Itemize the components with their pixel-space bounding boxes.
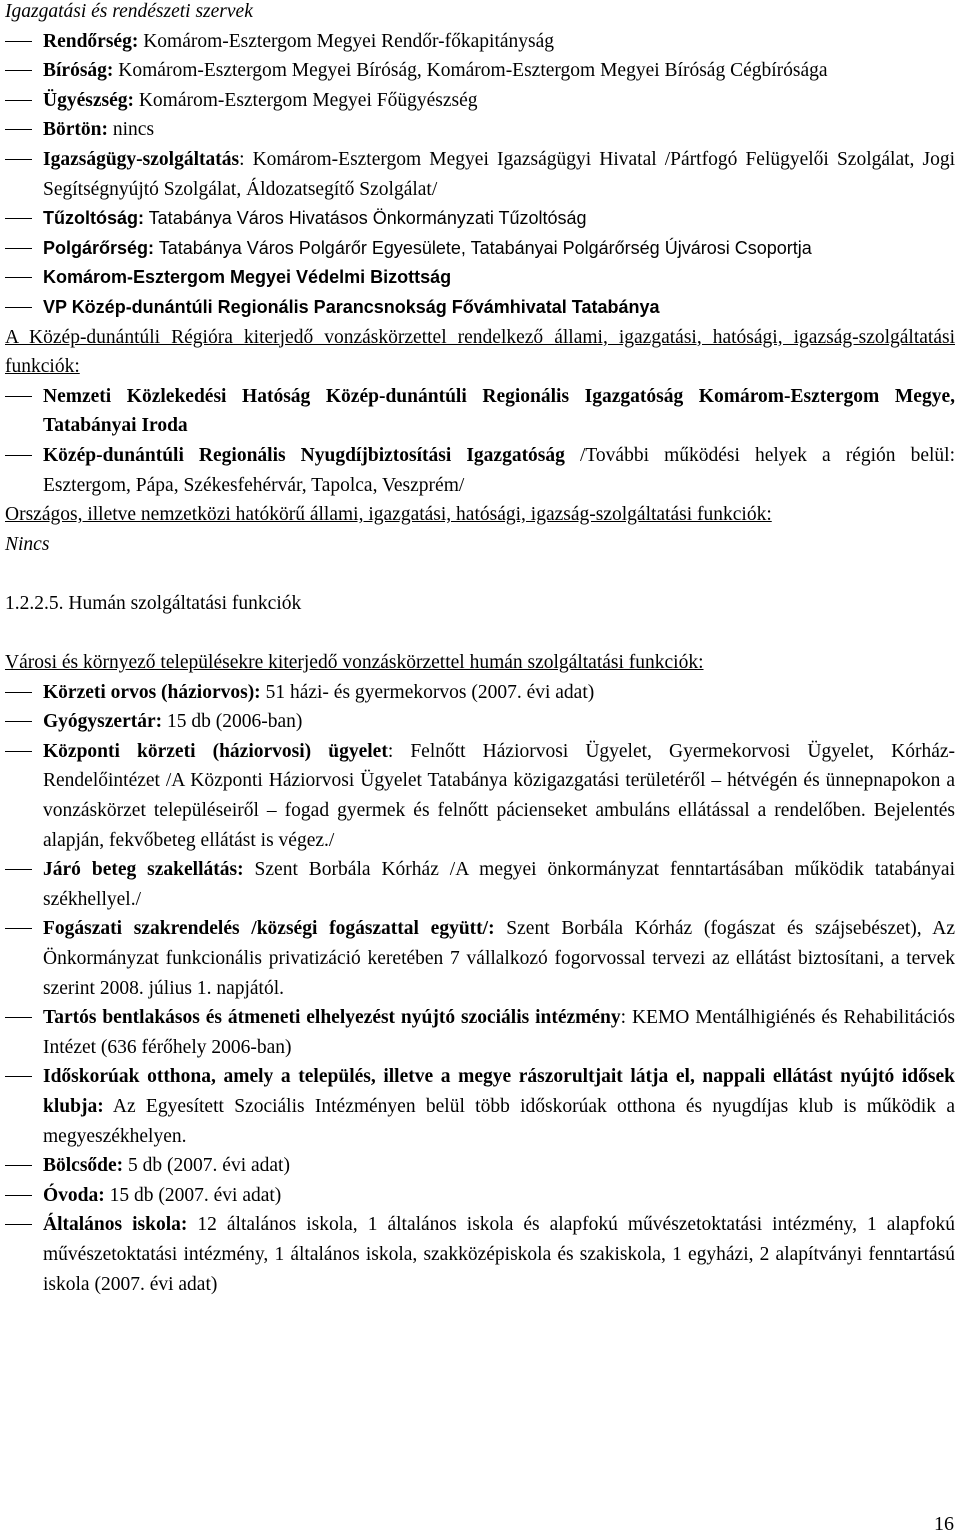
list-item xyxy=(5,293,955,323)
dash-bullet-icon xyxy=(5,1210,35,1240)
list-item xyxy=(5,914,955,1003)
list-item xyxy=(5,204,955,234)
item-label: Időskorúak otthona, amely a település, illetve a megye rászorultjait látja el, nappali ellátást nyújtó idősek klubja: xyxy=(43,1066,955,1117)
dash-bullet-icon xyxy=(5,914,35,944)
item-text: nincs xyxy=(108,119,155,141)
list-item xyxy=(5,1151,955,1181)
item-text: Tatabánya Város Hivatásos Önkormányzati Tűzoltóság xyxy=(144,208,587,229)
item-label: Tűzoltóság: xyxy=(43,208,144,229)
dash-bullet-icon xyxy=(5,115,35,145)
item-text: Szent Borbála Kórház /A megyei önkormányzat fenntartásában működik tatabányai székhellyel./ xyxy=(43,859,955,910)
item-label: Komárom-Esztergom Megyei Védelmi Bizottság xyxy=(43,267,452,288)
human-intro: Városi és környező településekre kiterjedő vonzáskörzettel humán szolgáltatási funkciók: xyxy=(5,652,704,674)
item-label: Börtön: xyxy=(43,119,108,141)
list-item xyxy=(5,441,955,500)
list-item xyxy=(5,737,955,855)
list-item xyxy=(5,678,955,708)
item-text: Az Egyesített Szociális Intézményen belül több időskorúak otthona és nyugdíjas klub is működik a megyeszékhelyen. xyxy=(43,1095,955,1147)
dash-bullet-icon xyxy=(5,707,35,737)
item-label: Járó beteg szakellátás: xyxy=(43,859,244,881)
item-label: Fogászati szakrendelés /községi fogászattal együtt/: xyxy=(43,918,495,940)
dash-bullet-icon xyxy=(5,855,35,885)
admin-list xyxy=(5,27,955,323)
item-text: Komárom-Esztergom Megyei Főügyészség xyxy=(133,89,478,111)
item-label: Ügyészség: xyxy=(43,89,134,111)
item-label: Bíróság: xyxy=(43,60,114,82)
list-item xyxy=(5,234,955,264)
dash-bullet-icon xyxy=(5,263,35,293)
item-label: Közép-dunántúli Regionális Nyugdíjbiztosítási Igazgatóság xyxy=(43,444,565,466)
list-item xyxy=(5,1062,955,1151)
list-item xyxy=(5,115,955,145)
list-item xyxy=(5,1210,955,1299)
list-item xyxy=(5,1003,955,1062)
item-text: : Felnőtt Háziorvosi Ügyelet, Gyermekorvosi Ügyelet, Kórház-Rendelőintézet /A Központi Háziorvosi Ügyelet Tatabánya közigazgatási területéről – hétvégén és ünnepnapokon a vonzáskörzet településeiről – fogad gyermek és felnőtt pácienseket ambuláns ellátással a rendelőben. Bejelentés alapján, fekvőbeteg ellátást is végez./ xyxy=(43,740,955,851)
dash-bullet-icon xyxy=(5,382,35,412)
dash-bullet-icon xyxy=(5,86,35,116)
item-label: Központi körzeti (háziorvosi) ügyelet xyxy=(43,740,388,762)
dash-bullet-icon xyxy=(5,293,35,323)
dash-bullet-icon xyxy=(5,1062,35,1092)
item-label: Tartós bentlakásos és átmeneti elhelyezést nyújtó szociális intézmény xyxy=(43,1007,621,1029)
item-label: Bölcsőde: xyxy=(43,1155,124,1177)
item-text: : KEMO Mentálhigiénés és Rehabilitációs Intézet (636 férőhely 2006-ban) xyxy=(43,1007,955,1058)
list-item xyxy=(5,27,955,57)
list-item xyxy=(5,56,955,86)
item-text: 15 db (2006-ban) xyxy=(162,711,303,733)
item-label: Általános iskola: xyxy=(43,1214,188,1236)
regional-list xyxy=(5,382,955,500)
item-text: : Komárom-Esztergom Megyei Igazságügyi Hivatal /Pártfogó Felügyelői Szolgálat, Jogi Segítségnyújtó Szolgálat, Áldozatsegítő Szolgálat/ xyxy=(43,148,955,200)
item-text: 5 db (2007. évi adat) xyxy=(123,1155,290,1177)
list-item xyxy=(5,86,955,116)
item-text: Szent Borbála Kórház (fogászat és szájsebészet), Az Önkormányzat funkcionális privatizáció keretében 7 vállalkozó fogorvossal tervezi az ellátást biztosítani, a tervek szerint 2008. július 1. napjától. xyxy=(43,918,955,999)
item-text: 12 általános iskola, 1 általános iskola és alapfokú művészetoktatási intézmény, 1 alapfokú művészetoktatási intézmény, 1 általános iskola, szakközépiskola és szakiskola, 1 egyházi, 2 alapítványi fenntartású iskola (2007. évi adat) xyxy=(43,1214,955,1295)
page-number: 16 xyxy=(934,1513,954,1535)
dash-bullet-icon xyxy=(5,1181,35,1211)
list-item xyxy=(5,382,955,441)
item-text: 51 házi- és gyermekorvos (2007. évi adat) xyxy=(260,681,595,703)
item-label: Gyógyszertár: xyxy=(43,711,163,733)
dash-bullet-icon xyxy=(5,145,35,175)
dash-bullet-icon xyxy=(5,737,35,767)
item-label: Nemzeti Közlekedési Hatóság Közép-dunántúli Regionális Igazgatóság Komárom-Esztergom Megye, Tatabányai Iroda xyxy=(43,385,955,437)
list-item xyxy=(5,1181,955,1211)
national-value: Nincs xyxy=(5,533,50,555)
list-item xyxy=(5,263,955,293)
list-item xyxy=(5,855,955,914)
dash-bullet-icon xyxy=(5,56,35,86)
section-title: 1.2.2.5. Humán szolgáltatási funkciók xyxy=(5,592,302,614)
dash-bullet-icon xyxy=(5,27,35,57)
dash-bullet-icon xyxy=(5,204,35,234)
item-text: /További működési helyek a régión belül: Esztergom, Pápa, Székesfehérvár, Tapolca, Veszprém/ xyxy=(43,444,955,496)
national-intro: Országos, illetve nemzetközi hatókörű állami, igazgatási, hatósági, igazság-szolgáltatási funkciók: xyxy=(5,504,772,526)
list-item xyxy=(5,707,955,737)
regional-intro: A Közép-dunántúli Régióra kiterjedő vonzáskörzettel rendelkező állami, igazgatási, hatósági, igazság-szolgáltatási funkciók: xyxy=(5,326,955,378)
dash-bullet-icon xyxy=(5,678,35,708)
human-list xyxy=(5,678,955,1299)
item-text: Komárom-Esztergom Megyei Bíróság, Komárom-Esztergom Megyei Bíróság Cégbírósága xyxy=(113,60,828,82)
dash-bullet-icon xyxy=(5,441,35,471)
item-text: Tatabánya Város Polgárőr Egyesülete, Tatabányai Polgárőrség Újvárosi Csoportja xyxy=(154,237,812,258)
item-label: Rendőrség: xyxy=(43,30,139,52)
list-item xyxy=(5,145,955,204)
item-label: Polgárőrség: xyxy=(43,237,155,258)
dash-bullet-icon xyxy=(5,1151,35,1181)
dash-bullet-icon xyxy=(5,234,35,264)
item-label: Körzeti orvos (háziorvos): xyxy=(43,681,261,703)
document-page xyxy=(5,0,955,1299)
item-text: Komárom-Esztergom Megyei Rendőr-főkapitányság xyxy=(138,30,555,52)
section-heading-admin: Igazgatási és rendészeti szervek xyxy=(5,1,253,22)
item-label: Óvoda: xyxy=(43,1184,105,1206)
item-label: VP Közép-dunántúli Regionális Parancsnokság Fővámhivatal Tatabánya xyxy=(43,296,660,317)
item-text: 15 db (2007. évi adat) xyxy=(104,1184,282,1206)
dash-bullet-icon xyxy=(5,1003,35,1033)
item-label: Igazságügy-szolgáltatás xyxy=(43,148,240,170)
